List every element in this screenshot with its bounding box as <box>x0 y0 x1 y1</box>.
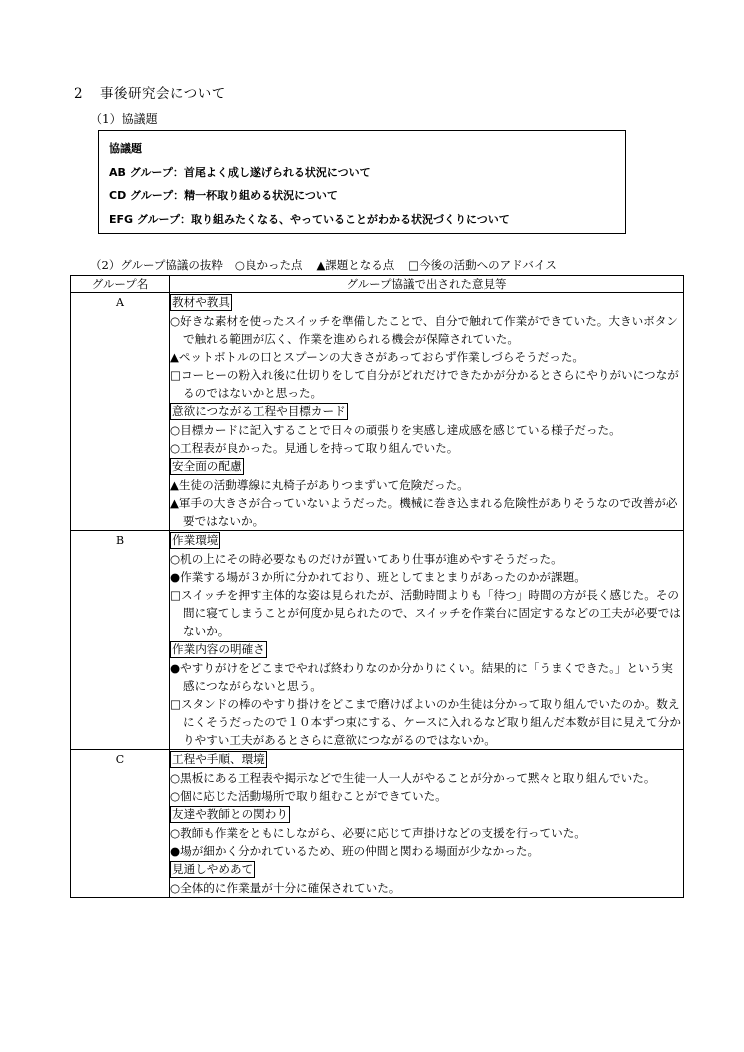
category-label: 教材や教具 <box>172 295 230 309</box>
category-label: 友達や教師との関わり <box>172 807 288 821</box>
opinion-item: □スイッチを押す主体的な姿は見られたが、活動時間よりも「待つ」時間の方が長く感じた。その間に寝てしまうことが何度か見られたので、スイッチを作業台に固定するなどの工夫が必要ではないか。 <box>170 588 681 638</box>
discussion-title: （2）グループ協議の抜粋 <box>90 258 223 272</box>
topic-line: EFG グループ：取り組みたくなる、やっていることがわかる状況づくりについて <box>109 212 510 226</box>
table-body <box>71 293 684 898</box>
category-label: 作業環境 <box>172 533 219 547</box>
table-header-row <box>71 276 684 293</box>
opinion-item: ▲ペットボトルの口とスプーンの大きさがあっておらず作業しづらそうだった。 <box>170 350 585 364</box>
table-row <box>71 750 684 898</box>
section-title: 事後研究会について <box>100 86 226 102</box>
opinion-item: □スタンドの棒のやすり掛けをどこまで磨けばよいのか生徒は分かって取り組んでいたのか。数えにくそうだったので１０本ずつ束にする、ケースに入れるなど取り組んだ本数が目に見えて分かりやすい工夫があるとさらに意欲につながるのではないか。 <box>170 697 681 747</box>
subsection-discussion-heading <box>90 257 571 273</box>
opinion-item: ▲軍手の大きさが合っていないようだった。機械に巻き込まれる危険性がありそうなので改善が必要ではないか。 <box>170 496 678 528</box>
section-number: 2 <box>74 86 84 102</box>
legend-good: ○良かった点 <box>234 258 303 272</box>
opinion-item: ○黒板にある工程表や掲示などで生徒一人一人がやることが分かって黙々と取り組んでいた。 <box>170 771 656 785</box>
table-row <box>71 531 684 750</box>
opinion-item: ●場が細かく分かれているため、班の仲間と関わる場面が少なかった。 <box>170 844 540 858</box>
opinion-item: ○教師も作業をともにしながら、必要に応じて声掛けなどの支援を行っていた。 <box>170 826 586 840</box>
section-heading <box>74 82 226 102</box>
category-label: 工程や手順、環境 <box>172 752 265 766</box>
legend-issue: ▲課題となる点 <box>316 258 395 272</box>
category-label: 意欲につながる工程や目標カード <box>172 404 346 418</box>
opinion-item: ▲生徒の活動導線に丸椅子がありつまずいて危険だった。 <box>170 478 469 492</box>
opinion-item: ○全体的に作業量が十分に確保されていた。 <box>170 881 401 895</box>
opinion-item: ○机の上にその時必要なものだけが置いてあり仕事が進めやすそうだった。 <box>170 552 563 566</box>
group-opinions <box>170 531 684 750</box>
table-row <box>71 293 684 531</box>
discussion-table <box>70 275 684 898</box>
opinion-item: ●作業する場が３か所に分かれており、班としてまとまりがあったのかが課題。 <box>170 570 586 584</box>
group-opinions <box>170 750 684 898</box>
subsection-topics-heading: （1）協議題 <box>90 112 158 126</box>
topic-line: CD グループ：精一杯取り組める状況について <box>109 189 338 202</box>
group-name: B <box>71 531 170 750</box>
group-opinions <box>170 293 684 531</box>
topics-box-heading: 協議題 <box>109 142 142 155</box>
legend-advice: □今後の活動へのアドバイス <box>408 258 557 272</box>
opinion-item: ○個に応じた活動場所で取り組むことができていた。 <box>170 789 447 803</box>
opinion-item: ○目標カードに記入することで日々の頑張りを実感し達成感を感じている様子だった。 <box>170 423 621 437</box>
category-label: 作業内容の明確さ <box>172 642 265 656</box>
opinion-item: □コーヒーの粉入れ後に仕切りをして自分がどれだけできたかが分かるとさらにやりがいにつながるのではないかと思った。 <box>170 368 679 400</box>
group-name: C <box>71 750 170 898</box>
category-label: 見通しやめあて <box>172 862 254 876</box>
topic-line: AB グループ：首尾よく成し遂げられる状況について <box>109 165 371 179</box>
opinion-item: ○好きな素材を使ったスイッチを準備したことで、自分で触れて作業ができていた。大きいボタンで触れる範囲が広く、作業を進められる機会が保障されていた。 <box>170 314 678 346</box>
topics-box <box>98 130 626 234</box>
header-group-name: グループ名 <box>71 276 170 293</box>
header-opinions: グループ協議で出された意見等 <box>170 276 684 293</box>
category-label: 安全面の配慮 <box>172 459 242 473</box>
opinion-item: ●やすりがけをどこまでやれば終わりなのか分かりにくい。結果的に「うまくできた。」という実感につながらないと思う。 <box>170 661 673 693</box>
group-name: A <box>71 293 170 531</box>
opinion-item: ○工程表が良かった。見通しを持って取り組んでいた。 <box>170 441 459 455</box>
